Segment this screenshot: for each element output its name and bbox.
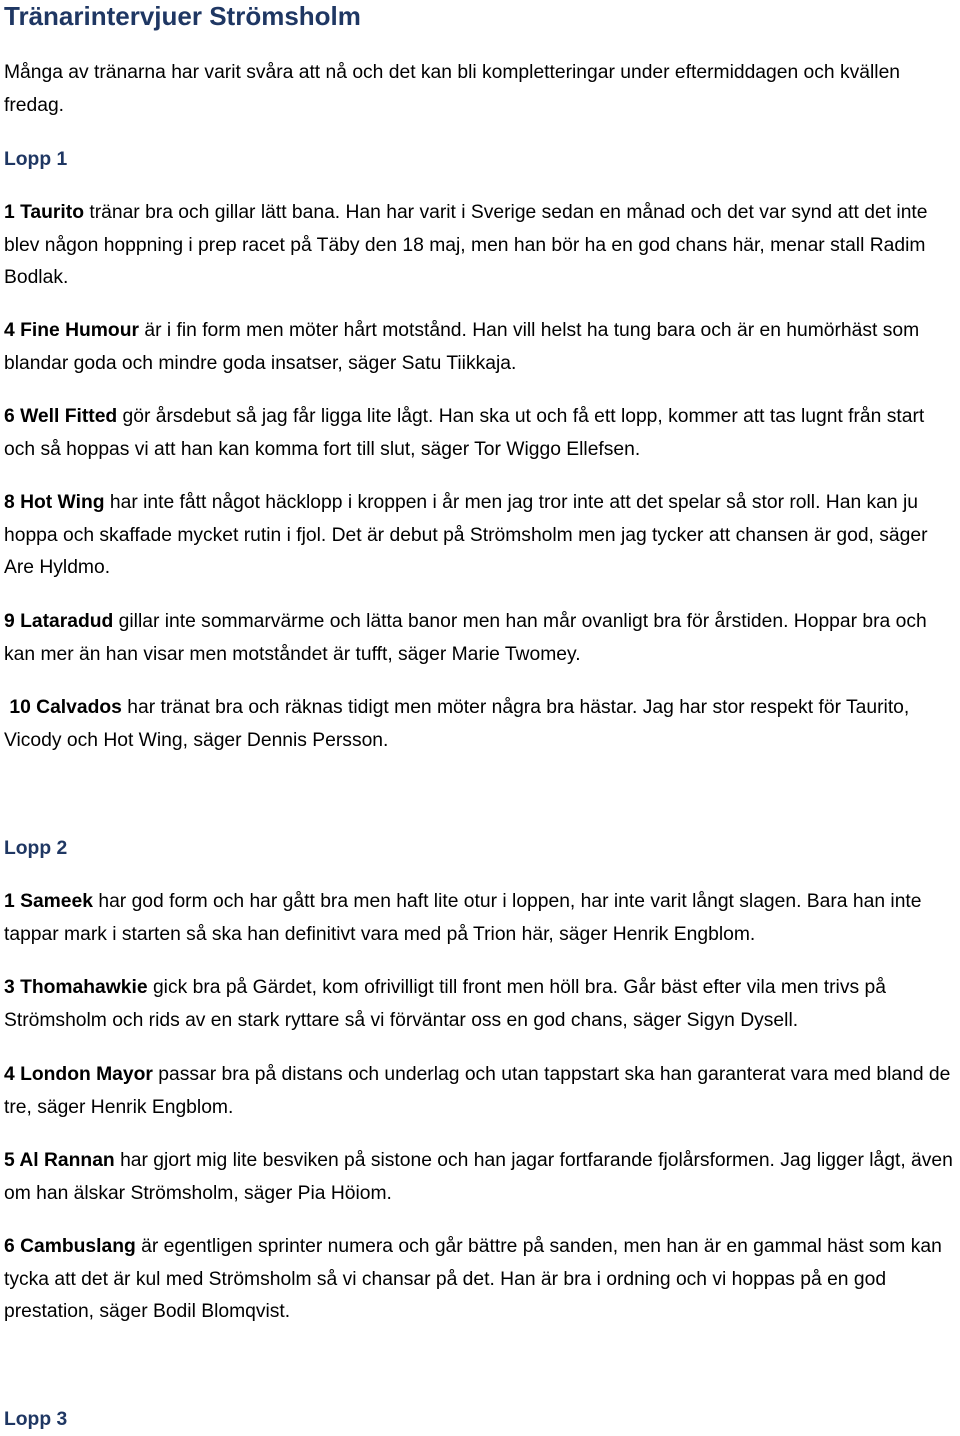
- horse-name: 8 Hot Wing: [4, 492, 105, 513]
- race-entry: [4, 197, 954, 295]
- horse-name: 5 Al Rannan: [4, 1150, 115, 1171]
- entry-comment: gillar inte sommarvärme och lätta banor men han mår ovanligt bra för årstiden. Hoppar bra och kan mer än han visar men motståndet är tufft, säger Marie Twomey.: [4, 611, 927, 665]
- race-entry: [4, 886, 954, 951]
- horse-name: 10 Calvados: [9, 697, 122, 718]
- race-entry: [4, 315, 954, 380]
- entry-comment: tränar bra och gillar lätt bana. Han har varit i Sverige sedan en månad och det var synd att det inte blev någon hoppning i prep racet på Täby den 18 maj, men han bör ha en god chans här, menar stall Radim Bodlak.: [4, 202, 928, 288]
- race-heading-3: Lopp 3: [4, 1409, 68, 1430]
- horse-name: 6 Well Fitted: [4, 406, 118, 427]
- entry-comment: gick bra på Gärdet, kom ofrivilligt till front men höll bra. Går bäst efter vila men trivs på Strömsholm och rids av en stark ryttare så vi förväntar oss en god chans, säger Sigyn Dysell.: [4, 977, 886, 1031]
- race-entry: [4, 1231, 954, 1329]
- entry-comment: är i fin form men möter hårt motstånd. Han vill helst ha tung bara och är en humörhäst som blandar goda och mindre goda insatser, säger Satu Tiikkaja.: [4, 320, 920, 374]
- race-heading-2: Lopp 2: [4, 838, 68, 859]
- horse-name: 6 Cambuslang: [4, 1236, 136, 1257]
- entry-comment: är egentligen sprinter numera och går bättre på sanden, men han är en gammal häst som kan tycka att det är kul med Strömsholm så vi chansar på det. Han är bra i ordning och vi hoppas på en god prestation, säger Bodil Blomqvist.: [4, 1236, 942, 1322]
- horse-name: 9 Lataradud: [4, 611, 114, 632]
- race-entry: [4, 972, 954, 1037]
- race-entry: [4, 1059, 954, 1124]
- horse-name: 4 London Mayor: [4, 1064, 153, 1085]
- race-entry: [4, 1145, 954, 1210]
- entry-comment: passar bra på distans och underlag och utan tappstart ska han garanterat vara med bland de tre, säger Henrik Engblom.: [4, 1064, 951, 1118]
- entry-comment: har tränat bra och räknas tidigt men möter några bra hästar. Jag har stor respekt för Taurito, Vicody och Hot Wing, säger Dennis Persson.: [4, 697, 910, 751]
- document-title: Tränarintervjuer Strömsholm: [4, 1, 361, 31]
- entry-comment: gör årsdebut så jag får ligga lite lågt. Han ska ut och få ett lopp, kommer att tas lugnt från start och så hoppas vi att han kan komma fort till slut, säger Tor Wiggo Ellefsen.: [4, 406, 925, 460]
- race-entry: [4, 606, 954, 671]
- horse-name: 3 Thomahawkie: [4, 977, 148, 998]
- race-entry: [4, 487, 954, 585]
- race-heading-1: Lopp 1: [4, 149, 68, 170]
- race-entry: [4, 692, 954, 757]
- entry-comment: har gjort mig lite besviken på sistone och han jagar fortfarande fjolårsformen. Jag ligger lågt, även om han älskar Strömsholm, säger Pia Höiom.: [4, 1150, 953, 1204]
- entry-comment: har god form och har gått bra men haft lite otur i loppen, har inte varit långt slagen. Bara han inte tappar mark i starten så ska han definitivt vara med på Trion här, säger Henrik Engblom.: [4, 891, 922, 945]
- horse-name: 1 Sameek: [4, 891, 93, 912]
- race-entry: [4, 401, 954, 466]
- entry-comment: har inte fått något häcklopp i kroppen i år men jag tror inte att det spelar så stor roll. Han kan ju hoppa och skaffade mycket rutin i fjol. Det är debut på Strömsholm men jag tycker att chansen är god, säger Are Hyldmo.: [4, 492, 928, 578]
- horse-name: 4 Fine Humour: [4, 320, 139, 341]
- intro-paragraph: Många av tränarna har varit svåra att nå och det kan bli kompletteringar under eftermiddagen och kvällen fredag.: [4, 62, 901, 116]
- horse-name: 1 Taurito: [4, 202, 84, 223]
